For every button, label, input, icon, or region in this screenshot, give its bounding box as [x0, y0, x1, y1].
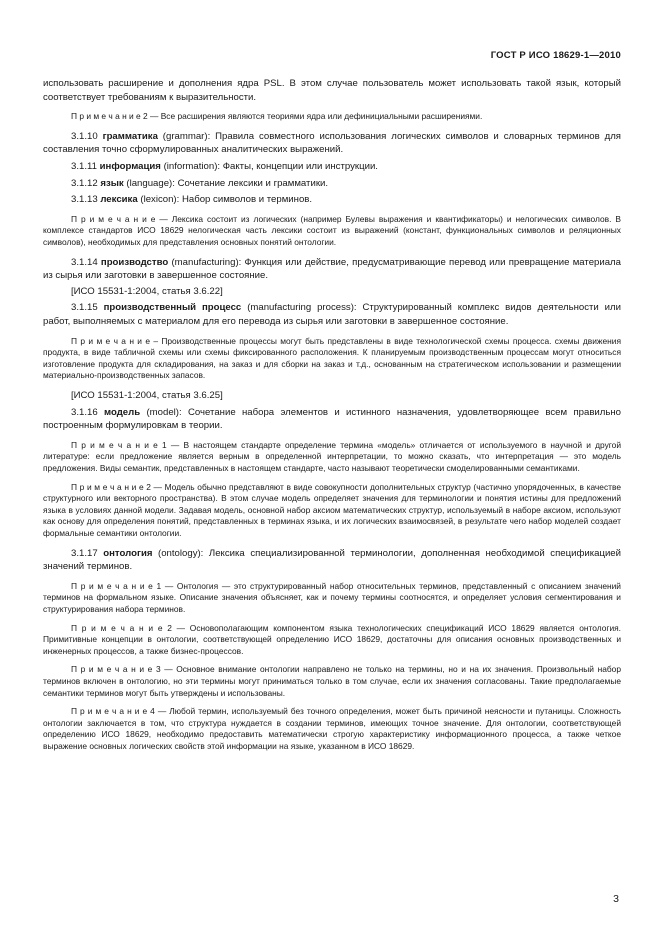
paragraph-ref [43, 389, 621, 403]
text-run: П р и м е ч а н и е 2 — Модель обычно представляют в виде совокупности дополнительных структур (частично упорядоченных, в качестве структурного или векторного пространства). В этом случае модель определяет значения для терминологии и понятия истины для предложений языка в условиях данной модели. Задавая модель, основной набор аксиом математических структур, используемый в наборе аксиом, используют как основу для определения понятий, представленных в терминах языка, и их логических взаимосвязей, в результате чего набор моделей создает формальные семантики онтологии. [43, 481, 621, 539]
text-run: (manufacturing process): Структурированный комплекс видов деятельности или работ, выполняемых с материалом для его перевода из сырья или заготовки в завершенное состояние. [43, 302, 621, 328]
text-run: 3.1.17 [71, 547, 104, 559]
term-label: лексика [100, 194, 138, 206]
text-run: 3.1.15 [71, 302, 104, 314]
paragraph-note [43, 440, 621, 475]
paragraph-note [43, 581, 621, 616]
paragraph-term [43, 547, 621, 574]
paragraph-note [43, 706, 621, 752]
paragraph-term [43, 130, 621, 157]
term-label: информация [99, 161, 161, 173]
text-run: (ontology): Лексика специализированной терминологии, дополненная необходимой спецификацией значений терминов. [43, 547, 621, 573]
term-label: модель [104, 406, 141, 418]
text-run: 3.1.12 [71, 177, 101, 189]
text-run: П р и м е ч а н и е 2 — Основополагающим компонентом языка технологических спецификаций ИСО 18629 является онтология. Примитивные концепции в онтологии, соответствующей определению ИСО 18629, достаточны для описания основных производственных и инженерных процессов, а также бизнес-процессов. [43, 622, 621, 656]
paragraph-note [43, 214, 621, 249]
page-number: 3 [613, 893, 619, 905]
text-run: [ИСО 15531-1:2004, статья 3.6.25] [71, 390, 223, 402]
text-run: [ИСО 15531-1:2004, статья 3.6.22] [71, 285, 223, 297]
text-run: П р и м е ч а н и е 3 — Основное внимание онтологии направлено не только на термины, но и на их значения. Произвольный набор терминов включен в онтологию, но эти термины могут приниматься только в том случае, если их значения согласованы. Такие предполагаемые семантики терминов могут быть утверждены и использованы. [43, 664, 621, 698]
text-run: (grammar): Правила совместного использования логических символов и словарных терминов для составления точно сформулированных аналитических выражений. [43, 130, 622, 156]
term-label: грамматика [102, 130, 158, 142]
paragraph-term [43, 256, 621, 283]
standard-code: ГОСТ Р ИСО 18629-1—2010 [490, 50, 621, 61]
text-run: (language): Сочетание лексики и грамматики. [123, 177, 329, 189]
text-run: П р и м е ч а н и е – Производственные процессы могут быть представлены в виде технологической схемы процесса. схемы движения продукта, в виде табличной схемы или схемы фиксированного расположения. К планируемым производственным процессам могут относиться изготовление продукта для складирования, на заказ и для сборки на заказ и т.д., основанным на стратегическом использовании и размещении материально-производственных запасов. [43, 335, 621, 381]
text-run: П р и м е ч а н и е 4 — Любой термин, используемый без точного определения, может быть причиной неясности и путаницы. Сложность онтологии заключается в том, что структура нуждается в создании терминов, имеющих точное значение. Для онтологии, соответствующей определению ИСО 18629, необходимо предоставить математически строгую характеристику информационного процесса, а также четкое выражение основных логических свойств этой информации на языке, указанном в ИСО 18629. [43, 706, 621, 751]
text-run: 3.1.11 [71, 161, 100, 173]
term-label: производство [100, 256, 169, 268]
document-header [43, 50, 621, 61]
paragraph-note [43, 111, 621, 123]
paragraph-term [43, 301, 621, 328]
text-run: П р и м е ч а н и е 1 — В настоящем стандарте определение термина «модель» отличается от используемого в научной и другой литературе: если предложение является верным в определенной интерпретации, то можно сказать, что интерпретация — это модель предложения. Виды семантик, представленных в настоящем стандарте, часто называют теоретически смоделированными семантиками. [43, 439, 621, 474]
text-run: (lexicon): Набор символов и терминов. [137, 194, 313, 206]
paragraph-term [43, 193, 621, 207]
text-run: П р и м е ч а н и е — Лексика состоит из логических (например Булевы выражения и квантификаторы) и нелогических символов. В комплексе стандартов ИСО 18629 нелогическая часть лексики состоит из выражений (констант, функциональных символов и реляционных символов), необходимых для представления основных понятий онтологии. [43, 213, 621, 248]
document-body [43, 77, 621, 753]
text-run: (model): Сочетание набора элементов и истинного назначения, удовлетворяющее всем правильно построенным формулировкам в теории. [43, 406, 621, 432]
text-run: использовать расширение и дополнения ядра PSL. В этом случае пользователь может использовать такой язык, который соответствует требованиям к выразительности. [43, 78, 621, 103]
text-run: (information): Факты, концепции или инструкции. [160, 161, 378, 173]
text-run: 3.1.13 [71, 194, 101, 206]
paragraph-note [43, 336, 621, 382]
text-run: П р и м е ч а н и е 2 — Все расширения являются теориями ядра или дефинициальными расширениями. [71, 111, 483, 122]
term-label: язык [100, 177, 124, 189]
text-run: (manufacturing): Функция или действие, предусматривающие перевод или превращение материала из сырья или заготовки в завершенное состояние. [43, 256, 621, 282]
paragraph-note [43, 664, 621, 699]
paragraph-note [43, 623, 621, 658]
text-run: 3.1.16 [71, 406, 105, 418]
term-label: производственный процесс [103, 302, 242, 314]
paragraph-body [43, 77, 621, 104]
paragraph-note [43, 482, 621, 540]
text-run: 3.1.10 [71, 130, 103, 142]
paragraph-ref [43, 285, 621, 299]
paragraph-term [43, 177, 621, 191]
paragraph-term [43, 406, 621, 433]
text-run: П р и м е ч а н и е 1 — Онтология — это структурированный набор относительных терминов, представленный с описанием значений терминов на формальном языке. Описание значения объясняет, как и почему термины соотносятся, и определяет условия сегментирования и структурирования набора терминов. [43, 580, 621, 615]
text-run: 3.1.14 [71, 256, 101, 268]
term-label: онтология [103, 547, 153, 559]
paragraph-term [43, 160, 621, 174]
